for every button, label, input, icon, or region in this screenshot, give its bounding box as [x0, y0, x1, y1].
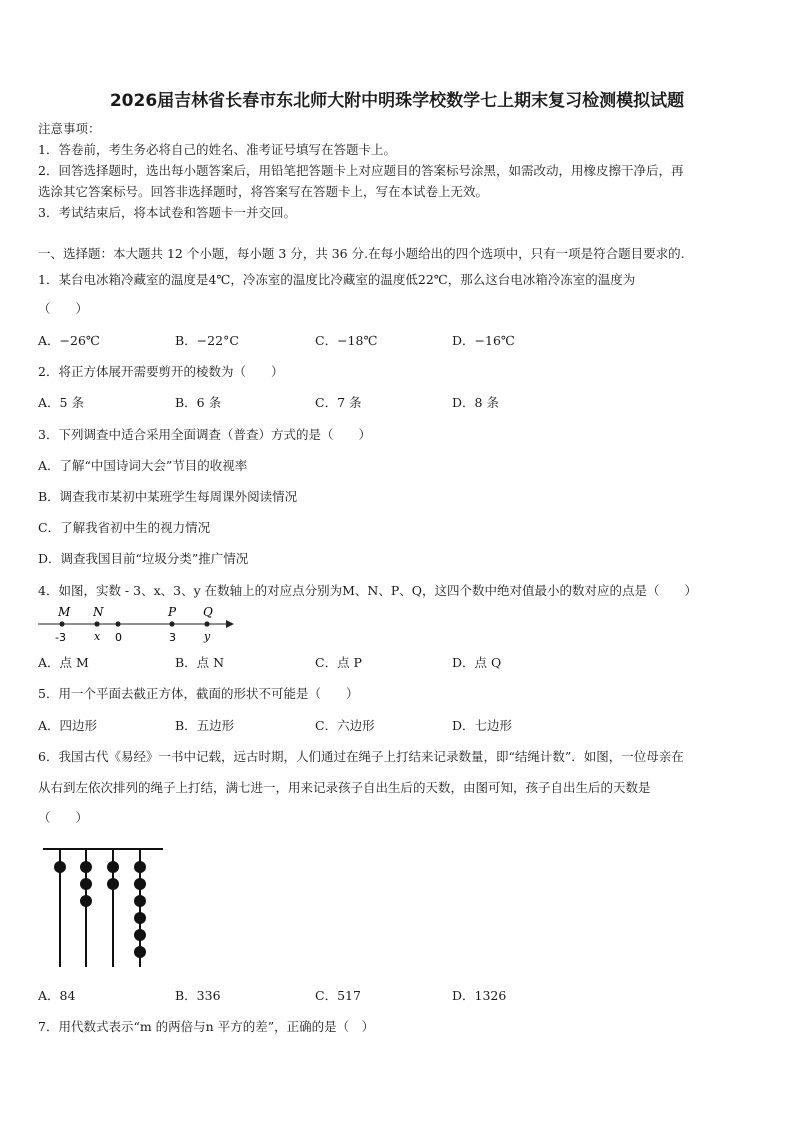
question-2-options	[38, 395, 758, 411]
point-n-dot	[94, 621, 99, 626]
tick-label-0: 0	[115, 631, 122, 644]
knot-rope-3-2	[107, 878, 119, 890]
question-1-paren: （ ）	[38, 301, 89, 316]
knot-rope-2-1	[80, 861, 92, 873]
point-label-p: P	[168, 605, 177, 619]
q4-option-a: A．点 M	[38, 655, 89, 670]
question-2-stem: 2．将正方体展开需要剪开的棱数为（ ）	[38, 364, 284, 379]
q4-option-c: C．点 P	[315, 655, 362, 670]
question-4-options	[38, 655, 758, 671]
number-line-figure	[38, 602, 238, 646]
q3-option-a: A．了解“中国诗词大会”节目的收视率	[38, 458, 248, 473]
q1-option-a: A．−26℃	[38, 333, 100, 348]
point-m-dot	[59, 621, 64, 626]
knot-rope-4-4	[134, 912, 146, 924]
q4-option-b: B．点 N	[175, 655, 225, 670]
knot-rope-4-2	[134, 878, 146, 890]
point-zero-dot	[115, 621, 120, 626]
question-7-stem: 7．用代数式表示“m 的两倍与n 平方的差”，正确的是（ ）	[38, 1019, 375, 1034]
section-heading: 一、选择题：本大题共 12 个小题，每小题 3 分，共 36 分.在每小题给出的四个选项中，只有一项是符合题目要求的.	[38, 246, 685, 261]
q2-option-a: A．5 条	[38, 395, 84, 410]
tick-label-x: x	[94, 630, 101, 643]
notice-item-2-cont: 选涂其它答案标号。回答非选择题时，将答案写在答题卡上，写在本试卷上无效。	[38, 184, 489, 199]
knot-rope-1-1	[54, 861, 66, 873]
question-1-options	[38, 333, 758, 349]
q3-option-d: D．调查我国目前“垃圾分类”推广情况	[38, 551, 249, 566]
q1-option-d: D．−16℃	[452, 333, 515, 348]
point-label-n: N	[93, 605, 104, 619]
knot-rope-2-2	[80, 878, 92, 890]
point-label-m: M	[58, 605, 71, 619]
q4-option-d: D．点 Q	[452, 655, 502, 670]
q3-option-b: B．调查我市某初中某班学生每周课外阅读情况	[38, 489, 298, 504]
question-5-options	[38, 718, 758, 734]
q3-option-c: C．了解我省初中生的视力情况	[38, 520, 211, 535]
page-title: 2026届吉林省长春市东北师大附中明珠学校数学七上期末复习检测模拟试题	[109, 91, 685, 111]
knot-rope-2-3	[80, 895, 92, 907]
knot-rope-figure	[40, 845, 170, 975]
knot-rope-3-1	[107, 861, 119, 873]
question-6-paren: （ ）	[38, 810, 89, 825]
question-1-stem: 1．某台电冰箱冷藏室的温度是4℃，冷冻室的温度比冷藏室的温度低22℃，那么这台电冰箱冷冻室的温度为	[38, 272, 636, 287]
q5-option-d: D．七边形	[452, 718, 513, 733]
question-6-stem-1: 6．我国古代《易经》一书中记载，远古时期，人们通过在绳子上打结来记录数量，即“结绳计数”．如图，一位母亲在	[38, 749, 684, 764]
q6-option-d: D．1326	[452, 988, 507, 1003]
knot-rope-4-5	[134, 929, 146, 941]
q6-option-b: B．336	[175, 988, 221, 1003]
question-4-stem: 4．如图，实数 - 3、x、3、y 在数轴上的对应点分别为M、N、P、Q，这四个数中绝对值最小的数对应的点是（ ）	[38, 583, 698, 598]
q1-option-c: C．−18℃	[315, 333, 378, 348]
q2-option-d: D．8 条	[452, 395, 499, 410]
point-label-q: Q	[203, 605, 213, 619]
knot-rope-4-6	[134, 946, 146, 958]
question-3-stem: 3．下列调查中适合采用全面调查（普查）方式的是（ ）	[38, 427, 371, 442]
knot-rope-4-3	[134, 895, 146, 907]
q5-option-b: B．五边形	[175, 718, 235, 733]
notice-heading: 注意事项：	[38, 121, 101, 136]
question-5-stem: 5．用一个平面去截正方体，截面的形状不可能是（ ）	[38, 686, 359, 701]
number-line-arrow	[226, 620, 234, 628]
notice-item-2: 2．回答选择题时，选出每小题答案后，用铅笔把答题卡上对应题目的答案标号涂黑，如需改动，用橡皮擦干净后，再	[38, 163, 684, 178]
tick-label-y: y	[204, 630, 211, 643]
notice-item-1: 1．答卷前，考生务必将自己的姓名、准考证号填写在答题卡上。	[38, 142, 396, 157]
notice-item-3: 3．考试结束后，将本试卷和答题卡一并交回。	[38, 205, 296, 220]
question-6-options	[38, 988, 758, 1004]
tick-label-3: 3	[169, 631, 176, 644]
question-6-stem-2: 从右到左依次排列的绳子上打结，满七进一，用来记录孩子自出生后的天数，由图可知，孩子自出生后的天数是	[38, 780, 651, 795]
q6-option-c: C．517	[315, 988, 361, 1003]
tick-label-minus3: -3	[55, 631, 66, 644]
q2-option-c: C．7 条	[315, 395, 362, 410]
point-q-dot	[204, 621, 209, 626]
q2-option-b: B．6 条	[175, 395, 222, 410]
knot-rope-4-1	[134, 861, 146, 873]
q6-option-a: A．84	[38, 988, 76, 1003]
point-p-dot	[169, 621, 174, 626]
q5-option-c: C．六边形	[315, 718, 375, 733]
q1-option-b: B．−22°C	[175, 333, 239, 348]
q5-option-a: A．四边形	[38, 718, 98, 733]
